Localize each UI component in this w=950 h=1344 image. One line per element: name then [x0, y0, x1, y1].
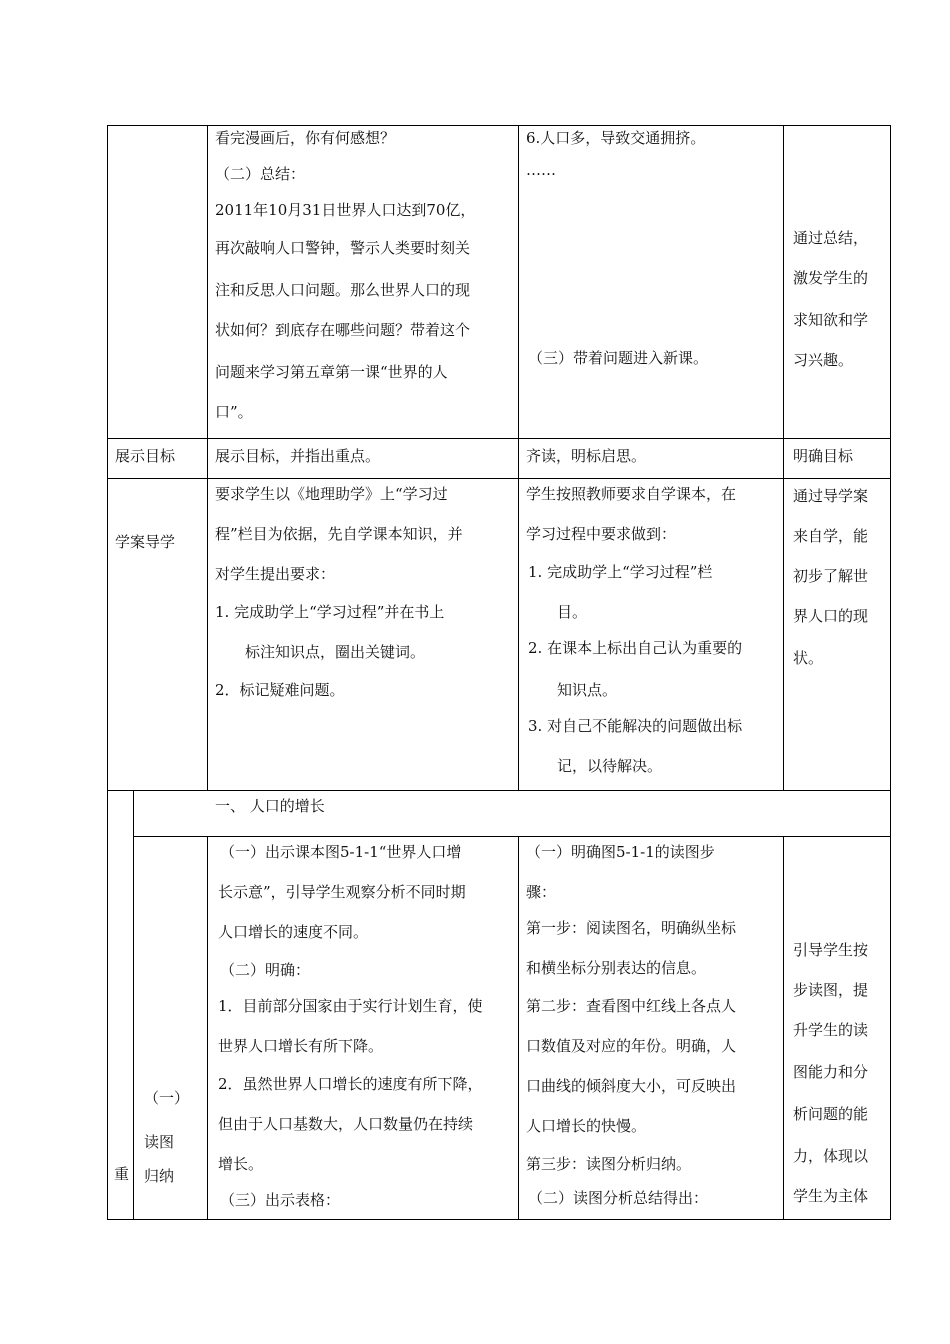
row3-teacher-line: 标注知识点，圈出关键词。: [245, 643, 426, 661]
row5-teacher-line: 2．虽然世界人口增长的速度有所下降，: [218, 1075, 483, 1093]
col-divider-label: [207, 125, 208, 790]
row1-student-line: （三）带着问题进入新课。: [528, 349, 709, 367]
col-divider-label-lower: [207, 836, 208, 1219]
row5-label-line: 归纳: [144, 1167, 175, 1185]
row1-intent-line: 习兴趣。: [793, 351, 854, 369]
table-right-border: [890, 125, 891, 1220]
row5-student-line: 骤：: [526, 883, 557, 901]
row5-teacher-line: 人口增长的速度不同。: [218, 923, 369, 941]
row-divider-2: [107, 478, 891, 479]
row1-teacher-line: （二）总结：: [215, 165, 306, 183]
row1-teacher-line: 注和反思人口问题。那么世界人口的现: [215, 281, 471, 299]
row5-intent-line: 步读图，提: [793, 981, 869, 999]
row5-student-line: 第一步：阅读图名，明确纵坐标: [526, 919, 737, 937]
row5-teacher-line: （三）出示表格：: [220, 1191, 341, 1209]
row3-intent-line: 初步了解世: [793, 567, 869, 585]
row3-student-line: 3. 对自己不能解决的问题做出标: [528, 717, 743, 735]
col-divider-teacher-lower: [518, 836, 519, 1219]
row1-teacher-line: 2011年10月31日世界人口达到70亿，: [215, 201, 476, 219]
row1-intent-line: 求知欲和学: [793, 311, 869, 329]
row5-label-line: 读图: [144, 1133, 175, 1151]
row5-student-line: 第三步：读图分析归纳。: [526, 1155, 692, 1173]
row3-teacher-line: 对学生提出要求：: [215, 565, 336, 583]
row5-student-line: 口数值及对应的年份。明确，人: [526, 1037, 737, 1055]
side-label-char: 重: [114, 1165, 130, 1183]
col-divider-teacher: [518, 125, 519, 790]
row2-label: 展示目标: [115, 447, 176, 465]
row3-student-line: 记，以待解决。: [557, 757, 663, 775]
section-heading: 一、 人口的增长: [215, 797, 325, 815]
row1-student-line: ……: [526, 161, 556, 179]
row5-student-line: 人口增长的快慢。: [526, 1117, 647, 1135]
row3-intent-line: 状。: [793, 649, 824, 667]
row5-teacher-line: （二）明确：: [220, 961, 311, 979]
row5-student-line: （一）明确图5-1-1的读图步: [526, 843, 715, 861]
row3-intent-line: 通过导学案: [793, 487, 869, 505]
row1-teacher-line: 口”。: [215, 403, 253, 421]
row-divider-3: [107, 790, 891, 791]
row5-intent-line: 引导学生按: [793, 941, 869, 959]
col-divider-student-lower: [783, 836, 784, 1219]
row5-student-line: 和横坐标分别表达的信息。: [526, 959, 707, 977]
row5-student-line: （二）读图分析总结得出：: [528, 1189, 709, 1207]
row5-teacher-line: 世界人口增长有所下降。: [218, 1037, 384, 1055]
table-top-border: [107, 125, 891, 126]
row1-teacher-line: 问题来学习第五章第一课“世界的人: [215, 363, 448, 381]
row3-student-line: 目。: [557, 603, 588, 621]
row2-teacher: 展示目标，并指出重点。: [215, 447, 381, 465]
row3-teacher-line: 2．标记疑难问题。: [215, 681, 345, 699]
table-left-border: [107, 125, 108, 1220]
row1-intent-line: 通过总结，: [793, 229, 869, 247]
row3-intent-line: 界人口的现: [793, 607, 869, 625]
row3-student-line: 1. 完成助学上“学习过程”栏: [528, 563, 713, 581]
row3-student-line: 知识点。: [557, 681, 618, 699]
col-divider-side: [133, 790, 134, 1219]
row5-teacher-line: 增长。: [218, 1155, 264, 1173]
row-divider-4: [133, 836, 891, 837]
row3-teacher-line: 程”栏目为依据，先自学课本知识，并: [215, 525, 463, 543]
row5-teacher-line: （一）出示课本图5-1-1“世界人口增: [220, 843, 462, 861]
row3-student-line: 学习过程中要求做到：: [526, 525, 677, 543]
row3-teacher-line: 要求学生以《地理助学》上“学习过: [215, 485, 448, 503]
row-divider-1: [107, 438, 891, 439]
row1-teacher-line: 状如何？到底存在哪些问题？带着这个: [215, 321, 471, 339]
table-bottom-border: [107, 1219, 891, 1220]
row1-student-line: 6.人口多，导致交通拥挤。: [526, 129, 706, 147]
row1-intent-line: 激发学生的: [793, 269, 869, 287]
row5-intent-line: 图能力和分: [793, 1063, 869, 1081]
row3-student-line: 2. 在课本上标出自己认为重要的: [528, 639, 743, 657]
row5-intent-line: 学生为主体: [793, 1187, 869, 1205]
row3-student-line: 学生按照教师要求自学课本，在: [526, 485, 737, 503]
row3-label: 学案导学: [115, 533, 176, 551]
row5-intent-line: 析问题的能: [793, 1105, 869, 1123]
col-divider-student: [783, 125, 784, 790]
row5-teacher-line: 但由于人口基数大，人口数量仍在持续: [218, 1115, 474, 1133]
row5-teacher-line: 长示意”，引导学生观察分析不同时期: [218, 883, 466, 901]
row5-student-line: 第二步：查看图中红线上各点人: [526, 997, 737, 1015]
row1-teacher-line: 再次敲响人口警钟，警示人类要时刻关: [215, 239, 471, 257]
row2-student: 齐读，明标启思。: [526, 447, 647, 465]
row3-teacher-line: 1. 完成助学上“学习过程”并在书上: [215, 603, 445, 621]
row1-teacher-line: 看完漫画后，你有何感想？: [215, 129, 396, 147]
row5-student-line: 口曲线的倾斜度大小，可反映出: [526, 1077, 737, 1095]
row5-intent-line: 升学生的读: [793, 1021, 869, 1039]
row5-label-line: （一）: [144, 1089, 190, 1107]
row5-teacher-line: 1．目前部分国家由于实行计划生育，使: [218, 997, 483, 1015]
row3-intent-line: 来自学，能: [793, 527, 869, 545]
row5-intent-line: 力，体现以: [793, 1147, 869, 1165]
row2-intent: 明确目标: [793, 447, 854, 465]
